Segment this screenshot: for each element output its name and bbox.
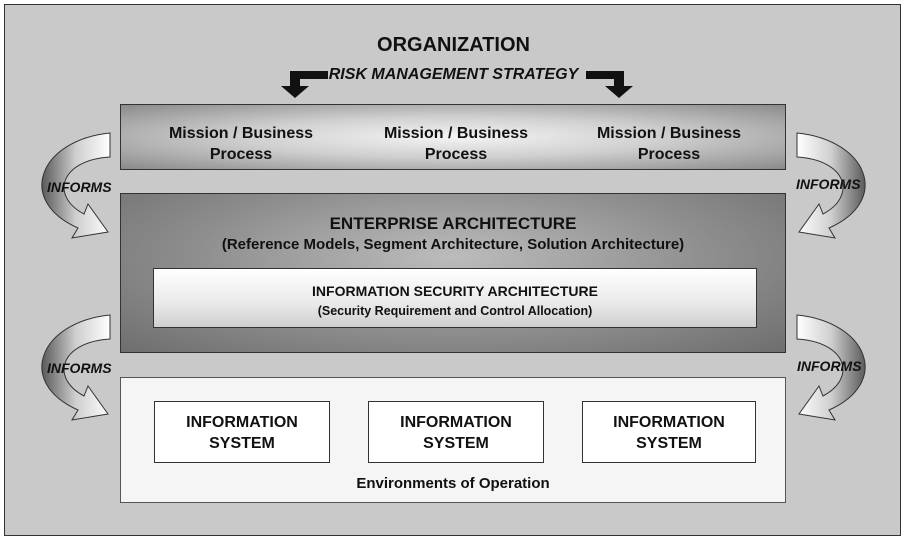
system-line2: SYSTEM xyxy=(423,435,489,452)
isa-subtitle: (Security Requirement and Control Allocation) xyxy=(317,304,593,318)
enterprise-architecture-subtitle: (Reference Models, Segment Architecture, Solution Architecture) xyxy=(221,236,685,253)
information-system-box-2 xyxy=(368,401,544,463)
informs-label-left-upper: INFORMS xyxy=(47,179,112,195)
risk-management-strategy-label: RISK MANAGEMENT STRATEGY xyxy=(328,66,579,83)
environments-of-operation-label: Environments of Operation xyxy=(356,475,550,492)
process-line1: Mission / Business xyxy=(383,125,529,142)
mission-business-process-3 xyxy=(579,123,759,165)
enterprise-architecture-title: ENTERPRISE ARCHITECTURE xyxy=(329,214,577,233)
tier1-mission-business-band xyxy=(120,104,786,170)
informs-label-right-lower: INFORMS xyxy=(797,358,862,374)
information-security-architecture-box xyxy=(153,268,757,328)
process-line1: Mission / Business xyxy=(596,125,742,142)
process-line2: Process xyxy=(209,146,273,163)
system-line1: INFORMATION xyxy=(400,414,512,431)
informs-label-right-upper: INFORMS xyxy=(796,176,861,192)
system-line2: SYSTEM xyxy=(636,435,702,452)
mission-business-process-2 xyxy=(366,123,546,165)
information-system-box-1 xyxy=(154,401,330,463)
strategy-right-arrow xyxy=(586,71,633,98)
tier2-enterprise-architecture-band xyxy=(120,193,786,353)
information-system-box-3 xyxy=(582,401,756,463)
mission-business-process-1 xyxy=(151,123,331,165)
informs-label-left-lower: INFORMS xyxy=(47,360,112,376)
process-line2: Process xyxy=(637,146,701,163)
tier3-information-systems-band xyxy=(120,377,786,503)
process-line2: Process xyxy=(424,146,488,163)
system-line1: INFORMATION xyxy=(186,414,298,431)
system-line2: SYSTEM xyxy=(209,435,275,452)
organization-title: ORGANIZATION xyxy=(377,34,530,56)
strategy-left-arrow xyxy=(281,71,328,98)
process-line1: Mission / Business xyxy=(168,125,314,142)
isa-title: INFORMATION SECURITY ARCHITECTURE xyxy=(312,283,598,299)
system-line1: INFORMATION xyxy=(613,414,725,431)
